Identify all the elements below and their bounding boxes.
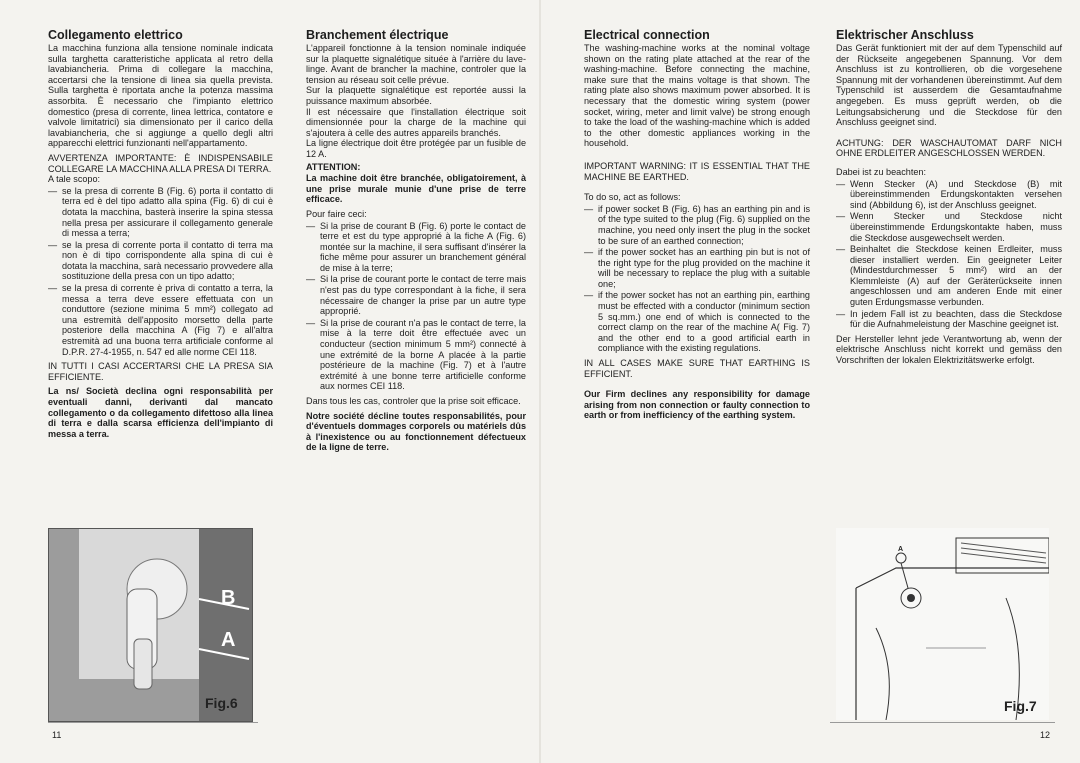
- italian-warning: AVVERTENZA IMPORTANTE: È INDISPENSABILE COLLEGARE LA MACCHINA ALLA PRESA DI TERRA.: [48, 152, 273, 174]
- english-paragraph: The washing-machine works at the nominal voltage shown on the rating plate attached at the rear of the washing-machine. Before connecting the machine, make sure that the mains voltage is that shown. The rating plate also shows maximum power absorbed. It is necessary that the domestic wiring system (power socket, wiring, meter and limit valve) be strong enough to take the load of the washing-machine which is added to the other domestic appliances working in the household.: [584, 43, 810, 149]
- figure-6-label-b: B: [221, 587, 236, 609]
- page-number: 11: [52, 730, 62, 740]
- german-title: Elektrischer Anschluss: [836, 28, 974, 42]
- list-item: — if power socket B (Fig. 6) has an earthing pin and is of the type suited to the plug (Fig. 6) supplied on the machine, you need only insert the plug in the socket to be sure of an earthed connection;: [584, 204, 810, 246]
- german-warning: ACHTUNG: DER WASCHAUTOMAT DARF NICH OHNE ERDLEITER ANGESCHLOSSEN WERDEN.: [836, 137, 1062, 159]
- english-list: [584, 204, 810, 354]
- german-note: Der Hersteller lehnt jede Verantwortung ab, wenn der elektrische Anschluss nicht korrekt und gemäss den Vorschriften der lokalen Elektrizitätswerke erfolgt.: [836, 333, 1062, 366]
- italian-list: [48, 186, 273, 358]
- french-attention-text: La machine doit être branchée, obligatoirement, à une prise murale munie d'une prise de terre efficace.: [306, 173, 526, 205]
- italian-column: [48, 28, 273, 443]
- figure-7-label-a: A: [898, 546, 904, 553]
- bottom-rule: [48, 722, 258, 723]
- italian-title: Collegamento elettrico: [48, 28, 183, 42]
- list-item: — In jedem Fall ist zu beachten, dass die Steckdose für die Aufnahmeleistung der Maschine geeignet ist.: [836, 309, 1062, 330]
- list-item: — Wenn Stecker (A) und Steckdose (B) mit übereinstimmenden Erdungskontakten versehen sind (Abbildung 6), ist der Anschluss geeignet.: [836, 179, 1062, 211]
- french-list: [306, 221, 526, 393]
- english-warning: IMPORTANT WARNING: IT IS ESSENTIAL THAT THE MACHINE BE EARTHED.: [584, 160, 810, 182]
- machine-rear-illustration: [836, 528, 1049, 720]
- list-item: — if the power socket has an earthing pin but is not of the right type for the plug provided on the machine it will be necessary to replace the plug with a suitable one;: [584, 247, 810, 289]
- bottom-rule: [830, 722, 1055, 723]
- french-attention-label: ATTENTION:: [306, 161, 361, 172]
- socket-plug-illustration: [49, 529, 252, 721]
- french-title: Branchement électrique: [306, 28, 449, 42]
- english-note: IN ALL CASES MAKE SURE THAT EARTHING IS EFFICIENT.: [584, 358, 810, 379]
- french-paragraph: L'appareil fonctionne à la tension nominale indiquée sur la plaquette signalétique située à l'arrière du lave-linge. Avant de brancher la machine, controler que la tension au réseau soit celle prévue.: [306, 43, 526, 85]
- figure-6-caption: Fig.6: [205, 695, 238, 711]
- italian-disclaimer: La ns/ Società declina ogni responsabilità per eventuali danni, derivanti dal mancato collegamento o da collegamento difettoso alla linea di terra e dalla scarsa efficienza dell'impianto di messa a terra.: [48, 386, 273, 439]
- german-paragraph: Das Gerät funktioniert mit der auf dem Typenschild auf der Rückseite angegebenen Spannung. Vor dem Anschluss ist zu kontrollieren, ob die vorgesehene Spannung mit der vorhandenen übereinstimmt. Auf dem Typenschild ist ausserdem die Gesamtaufnahme angegeben. Es muss geprüft werden, ob die Leitungsabsicherung und die Steckdose für den Anschluss geeignet sind.: [836, 43, 1062, 128]
- italian-intro: A tale scopo:: [48, 174, 101, 185]
- list-item: — se la presa di corrente B (Fig. 6) porta il contatto di terra ed è del tipo adatto alla spina (Fig. 6) di cui è dotata la macchina, basterà inserire la spina stessa nella presa per assicurare il collegamento generale di messa a terra;: [48, 186, 273, 239]
- english-column: [584, 28, 810, 425]
- figure-7-caption: Fig.7: [1004, 698, 1037, 714]
- french-paragraph: Sur la plaquette signalétique est reportée aussi la puissance maximum absorbée.: [306, 85, 526, 106]
- italian-note: IN TUTTI I CASI ACCERTARSI CHE LA PRESA SIA EFFICIENTE.: [48, 361, 273, 382]
- list-item: — Wenn Stecker und Steckdose nicht übereinstimmende Erdungskontakte haben, muss die Steckdose ausgewechselt werden.: [836, 211, 1062, 243]
- english-disclaimer: Our Firm declines any responsibility for damage arising from non connection or faulty connection to earth or from inefficiency of the earthing system.: [584, 389, 810, 421]
- french-intro: Pour faire ceci:: [306, 208, 367, 219]
- french-column: [306, 28, 526, 457]
- figure-6-label-a: A: [221, 629, 236, 651]
- list-item: — Si la prise de courant n'a pas le contact de terre, la mise à la terre doit être effectuée avec un conducteur (section minimum 5 mm²) connecté à une extrémité de la borne A placée à la partie postérieure de la machine (Fig. 7) et à l'autre extrémité à une bonne terre artificielle conforme aux normes CEI 118.: [306, 318, 526, 392]
- german-column: [836, 28, 1062, 370]
- french-paragraph: Il est nécessaire que l'installation électrique soit dimensionnée pour la charge de la machine qui s'ajoutera à celle des autres appareils branchés.: [306, 106, 526, 138]
- list-item: — Beinhaltet die Steckdose keinen Erdleiter, muss dieser installiert werden. Ein geeigneter Leiter (Mindestdurchmesser 5 mm²) wird an der Klemmleiste (A) auf der Geräterückseite innen angeschlossen und am anderen Ende mit einer guten Erdungsmasse verbunden.: [836, 244, 1062, 308]
- right-page: [540, 0, 1080, 763]
- italian-paragraph: La macchina funziona alla tensione nominale indicata sulla targhetta caratteristiche applicata al retro della lavabiancheria. Prima di collegare la macchina, accertarsi che la tensione di linea sia quella prevista. Sulla targhetta è riportata anche la potenza massima assorbita. È necessario che l'impianto elettrico domestico (presa di corrente, linea lettrica, contatore e valvole limitatrici) sia dimensionato per il carico della lavabiancheria, che si aggiunge a quello degli altri apparecchi elettrici funzionanti nell'appartamento.: [48, 43, 273, 149]
- german-list: [836, 179, 1062, 330]
- figure-6-photo: [48, 528, 253, 722]
- french-disclaimer: Notre société décline toutes responsabilités, pour d'éventuels dommages corporels ou matériels dûs à l'inexistence ou au fonctionnement défectueux de la ligne de terre.: [306, 410, 526, 453]
- english-intro: To do so, act as follows:: [584, 192, 681, 203]
- german-intro: Dabei ist zu beachten:: [836, 166, 926, 177]
- figure-7-drawing: [836, 528, 1049, 720]
- french-note: Dans tous les cas, controler que la prise soit efficace.: [306, 396, 521, 406]
- list-item: — se la presa di corrente porta il contatto di terra ma non è di tipo corrispondente alla spina di cui è dotata la macchina, sarà necessario provvedere alla sostituzione della presa con un tipo adatto;: [48, 240, 273, 282]
- list-item: — se la presa di corrente è priva di contatto a terra, la messa a terra deve essere effettuata con un conduttore (sezione minima 5 mm²) collegato ad una estremità dell'apposito morsetto della parte posteriore della macchina A (Fig 7) e all'altra estremità ad una buona terra artificiale conforme al D.P.R. 27-4-1955, n. 547 ed alle norme CEI 118.: [48, 283, 273, 357]
- list-item: — if the power socket has not an earthing pin, earthing must be effected with a conductor (minimum section 5 sq.mm.) one end of which is connected to the correct clamp on the rear of the machine A( Fig. 7) and the other end to a good artificial earth in compliance with the existing regulations.: [584, 290, 810, 354]
- french-paragraph: La ligne électrique doit être protégée par un fusible de 12 A.: [306, 138, 526, 159]
- list-item: — Si la prise de courant B (Fig. 6) porte le contact de terre et est du type approprié à la fiche A (Fig. 6) montée sur la machine, il sera suffisant d'insérer la fiche même pour assurer un branchement général de mise à la terre;: [306, 221, 526, 274]
- english-title: Electrical connection: [584, 28, 710, 42]
- page-number: 12: [1040, 730, 1051, 740]
- list-item: — Si la prise de courant porte le contact de terre mais n'est pas du type correspondant à la fiche, il sera nécessaire de changer la prise par un autre type approprié.: [306, 274, 526, 316]
